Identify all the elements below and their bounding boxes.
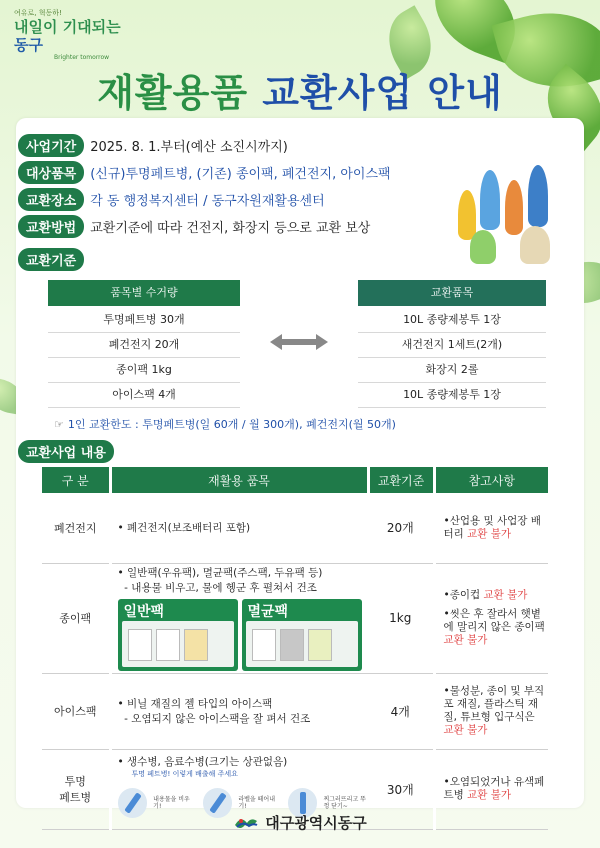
info-row-place (18, 188, 325, 210)
pet-caption: 투명 페트병! 이렇게 배출해 주세요 (131, 769, 238, 778)
city-emblem-icon (233, 815, 259, 831)
standard-left-cell: 아이스팩 4개 (48, 383, 240, 408)
standard-left-header: 품목별 수거량 (48, 280, 240, 306)
standard-left-cell: 종이팩 1kg (48, 358, 240, 383)
note-text: •산업용 및 사업장 배터리 (443, 514, 541, 540)
footer-logo (233, 812, 366, 833)
info-row-items (18, 161, 391, 183)
info-label: 대상품목 (18, 161, 84, 184)
standard-right-cell: 새건전지 1세트(2개) (358, 333, 546, 358)
row-notes (434, 493, 548, 563)
standard-right-header: 교환품목 (358, 280, 546, 306)
step-note: 내용물을 비우기! (153, 795, 190, 810)
logo-script-a: 내일이 기대되는 (14, 18, 121, 36)
logo-script-b: 동구 (14, 36, 43, 54)
sterile-pack-card (242, 599, 362, 671)
exchange-limit-text: 1인 교환한도 : 투명페트병(일 60개 / 월 300개), 폐건전지(월 50개) (67, 418, 396, 431)
row-standard: 20개 (368, 493, 434, 563)
logo-tagline: 여유로, 혁동하! (14, 9, 62, 17)
row-standard: 4개 (368, 673, 434, 749)
note-text: •물성분, 종이 및 부직포 재질, 플라스틱 재질, 튜브형 입구식은 (443, 685, 545, 723)
table-header: 참고사항 (434, 467, 548, 493)
table-row (42, 673, 548, 749)
table-row (42, 563, 548, 673)
standard-right-cell: 화장지 2롤 (358, 358, 546, 383)
table-header: 교환기준 (368, 467, 434, 493)
item-line: • 비닐 재질의 젤 타입의 아이스팩 (117, 698, 273, 710)
note-red: 교환 불가 (443, 634, 488, 646)
footer (0, 812, 600, 835)
table-header: 구 분 (42, 467, 110, 493)
note-red: 교환 불가 (467, 789, 512, 801)
table-header-row (42, 467, 548, 493)
note-red: 교환 불가 (483, 589, 528, 601)
pointing-hand-icon: ☞ (54, 418, 64, 431)
step-note: 라벨을 떼어내기! (238, 795, 275, 810)
card-title: 멸균팩 (247, 604, 289, 620)
section-label: 교환기준 (18, 248, 84, 271)
info-label: 사업기간 (18, 134, 84, 157)
title-part2: 교환사업 안내 (262, 71, 503, 115)
row-category: 아이스팩 (42, 673, 110, 749)
row-notes (434, 673, 548, 749)
note-text: •오염되었거나 유색페트병 (443, 776, 545, 801)
note-text: •씻은 후 잘라서 햇볕에 말리지 않은 종이팩 (443, 608, 545, 633)
row-category: 종이팩 (42, 563, 110, 673)
row-category: 투명 페트병 (42, 749, 110, 829)
row-items: • 폐건전지(보조배터리 포함) (110, 493, 368, 563)
double-arrow-icon (270, 334, 328, 350)
district-logo (14, 8, 134, 61)
item-line: • 일반팩(우유팩), 멸균팩(주스팩, 두유팩 등) (117, 567, 323, 579)
standard-left-cell: 투명페트병 30개 (48, 308, 240, 333)
info-row-method (18, 215, 370, 237)
row-standard: 1kg (368, 563, 434, 673)
info-label: 교환장소 (18, 188, 84, 211)
row-notes (434, 563, 548, 673)
step-note: 찌그러뜨리고 뚜껑 닫기~ (323, 795, 366, 810)
row-items (110, 673, 368, 749)
item-line: - 내용물 비우고, 물에 헹군 후 펼쳐서 건조 (117, 582, 317, 594)
paperpack-images (118, 599, 368, 671)
content-table (42, 467, 548, 830)
section-label: 교환사업 내용 (18, 440, 114, 463)
info-label: 교환방법 (18, 215, 84, 238)
row-standard: 30개 (368, 749, 434, 829)
info-row-period (18, 134, 288, 156)
content-section-label (18, 440, 114, 462)
card-title: 일반팩 (123, 604, 165, 620)
info-text: 교환기준에 따라 건전지, 화장지 등으로 교환 보상 (90, 220, 371, 236)
item-line: - 오염되지 않은 아이스팩을 잘 펴서 건조 (117, 713, 311, 725)
logo-script (14, 18, 134, 54)
page-title (0, 62, 600, 117)
title-part1: 재활용품 (97, 71, 249, 115)
info-text: 2025. 8. 1.부터(예산 소진시까지) (90, 139, 288, 155)
footer-org: 대구광역시동구 (265, 814, 367, 832)
note-red: 교환 불가 (443, 724, 488, 736)
people-illustration (450, 160, 570, 270)
standard-left-cell: 폐건전지 20개 (48, 333, 240, 358)
note-text: •종이컵 (443, 589, 484, 601)
general-pack-card (118, 599, 238, 671)
standard-right-cell: 10L 종량제봉투 1장 (358, 308, 546, 333)
row-items (110, 563, 368, 673)
row-category: 폐건전지 (42, 493, 110, 563)
standard-section-label (18, 248, 84, 270)
table-row (42, 493, 548, 563)
info-text: (신규)투명페트병, (기존) 종이팩, 폐건전지, 아이스팩 (90, 166, 391, 182)
logo-english: Brighter tomorrow (54, 54, 110, 61)
standard-right-cell: 10L 종량제봉투 1장 (358, 383, 546, 408)
item-line: • 생수병, 음료수병(크기는 상관없음) (117, 755, 288, 768)
info-text: 각 동 행정복지센터 / 동구자원재활용센터 (90, 193, 325, 209)
note-red: 교환 불가 (467, 527, 512, 540)
table-header: 재활용 품목 (110, 467, 368, 493)
exchange-limit-note (54, 416, 396, 432)
